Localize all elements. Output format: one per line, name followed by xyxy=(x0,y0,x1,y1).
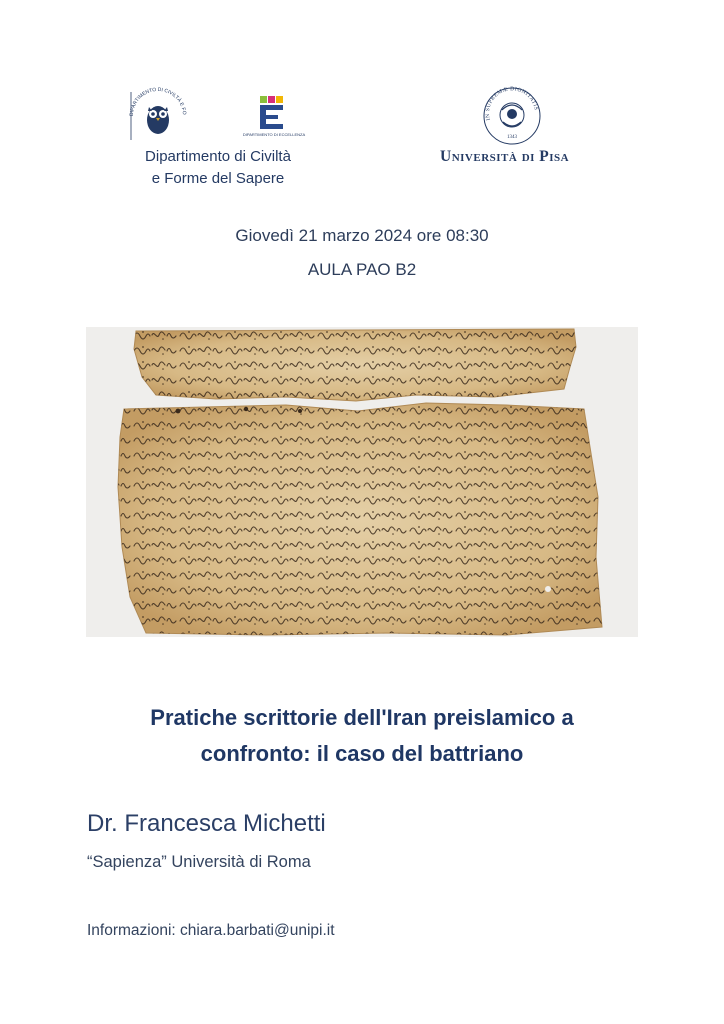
contact-label: Informazioni: xyxy=(87,922,176,939)
talk-title xyxy=(60,700,664,772)
talk-title-line-1: Pratiche scrittorie dell'Iran preislamico a xyxy=(150,705,574,730)
excellence-logo xyxy=(242,95,306,145)
talk-title-line-2: confronto: il caso del battriano xyxy=(200,741,524,766)
contact-info xyxy=(87,922,335,940)
svg-text:DIPARTIMENTO DI ECCELLENZA xyxy=(243,132,306,137)
university-seal xyxy=(482,86,542,146)
svg-text:1343 xyxy=(507,135,518,140)
excellence-caption: DIPARTIMENTO DI ECCELLENZA xyxy=(242,132,306,137)
speaker-affiliation: “Sapienza” Università di Roma xyxy=(87,853,311,871)
university-name: Università di Pisa xyxy=(440,148,570,165)
university-seal-year: 1343 xyxy=(507,135,517,140)
event-room: AULA PAO B2 xyxy=(307,260,417,279)
manuscript-image xyxy=(86,327,638,637)
speaker-name: Dr. Francesca Michetti xyxy=(87,810,326,837)
event-date: Giovedì 21 marzo 2024 ore 08:30 xyxy=(235,226,489,245)
department-owl-seal xyxy=(127,86,189,146)
department-name-line-1: Dipartimento di Civiltà xyxy=(145,148,291,165)
contact-email-link[interactable]: chiara.barbati@unipi.it xyxy=(180,922,335,939)
department-name xyxy=(108,146,328,190)
seal-text: DIPARTIMENTO DI CIVILTÀ E FO xyxy=(128,86,188,117)
department-name-line-2: e Forme del Sapere xyxy=(151,170,285,187)
university-seal-text: IN SUPREMÆ DIGNITATIS xyxy=(484,86,539,122)
